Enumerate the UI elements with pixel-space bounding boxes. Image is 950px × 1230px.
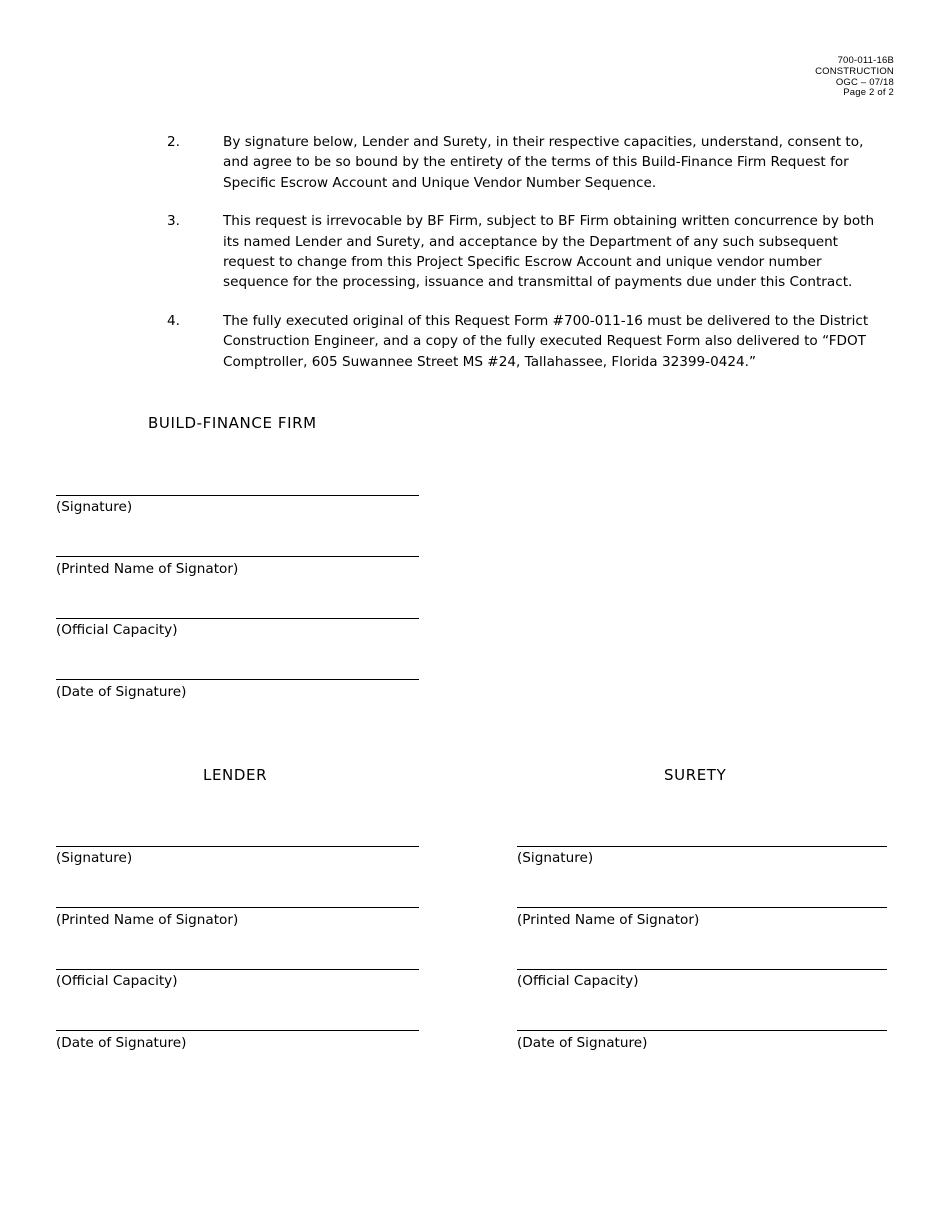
clause-number: 2. [167,134,180,150]
bf-printed-name-label: (Printed Name of Signator) [56,561,239,577]
lender-official-capacity-line[interactable] [56,969,419,970]
bf-printed-name-line[interactable] [56,556,419,557]
clause-text: This request is irrevocable by BF Firm, subject to BF Firm obtaining written concurrence by both its named Lender and Surety, and acceptance by the Department of any such subsequent request to change from this Project Specific Escrow Account and unique vendor number sequence for the processing, issuance and transmittal of payments due under this Contract. [223,213,875,291]
build-finance-firm-title: BUILD-FINANCE FIRM [148,414,317,432]
surety-official-capacity-line[interactable] [517,969,887,970]
bf-official-capacity-line[interactable] [56,618,419,619]
clause-number: 3. [167,213,180,230]
bf-official-capacity-label: (Official Capacity) [56,622,178,638]
surety-signature-line[interactable] [517,846,887,847]
clause-item [167,132,897,193]
surety-signature-label: (Signature) [517,850,594,866]
form-category: CONSTRUCTION [815,65,894,77]
bf-date-label: (Date of Signature) [56,684,187,700]
page-number: Page 2 of 2 [843,87,894,99]
lender-printed-name-line[interactable] [56,907,419,908]
lender-official-capacity-label: (Official Capacity) [56,973,178,989]
clause-number: 4. [167,312,180,329]
surety-title: SURETY [664,766,727,784]
clause-text: The fully executed original of this Request Form #700-011-16 must be delivered to the District Construction Engineer, and a copy of the fully executed Request Form also delivered to “FDOT Comptroller, 605 Suwannee Street MS #24, Tallahassee, Florida 32399-0424.” [223,312,869,370]
surety-printed-name-label: (Printed Name of Signator) [517,912,700,928]
clause-text: By signature below, Lender and Surety, in their respective capacities, understand, consent to, and agree to be so bound by the entirety of the terms of this Build-Finance Firm Request for Specific Escrow Account and Unique Vendor Number Sequence. [223,134,864,191]
lender-signature-label: (Signature) [56,850,133,866]
bf-signature-line[interactable] [56,495,419,496]
form-office-date: OGC – 07/18 [835,76,894,88]
surety-printed-name-line[interactable] [517,907,887,908]
lender-title: LENDER [203,766,268,784]
form-header [815,56,894,99]
clause-item [167,311,897,372]
surety-date-label: (Date of Signature) [517,1035,648,1051]
form-number: 700-011-16B [837,55,894,66]
bf-signature-label: (Signature) [56,499,133,515]
lender-date-label: (Date of Signature) [56,1035,187,1051]
surety-date-line[interactable] [517,1030,887,1031]
bf-date-line[interactable] [56,679,419,680]
surety-official-capacity-label: (Official Capacity) [517,973,639,989]
lender-printed-name-label: (Printed Name of Signator) [56,912,239,928]
clause-list [167,132,897,390]
clause-item [167,211,897,293]
lender-date-line[interactable] [56,1030,419,1031]
lender-signature-line[interactable] [56,846,419,847]
